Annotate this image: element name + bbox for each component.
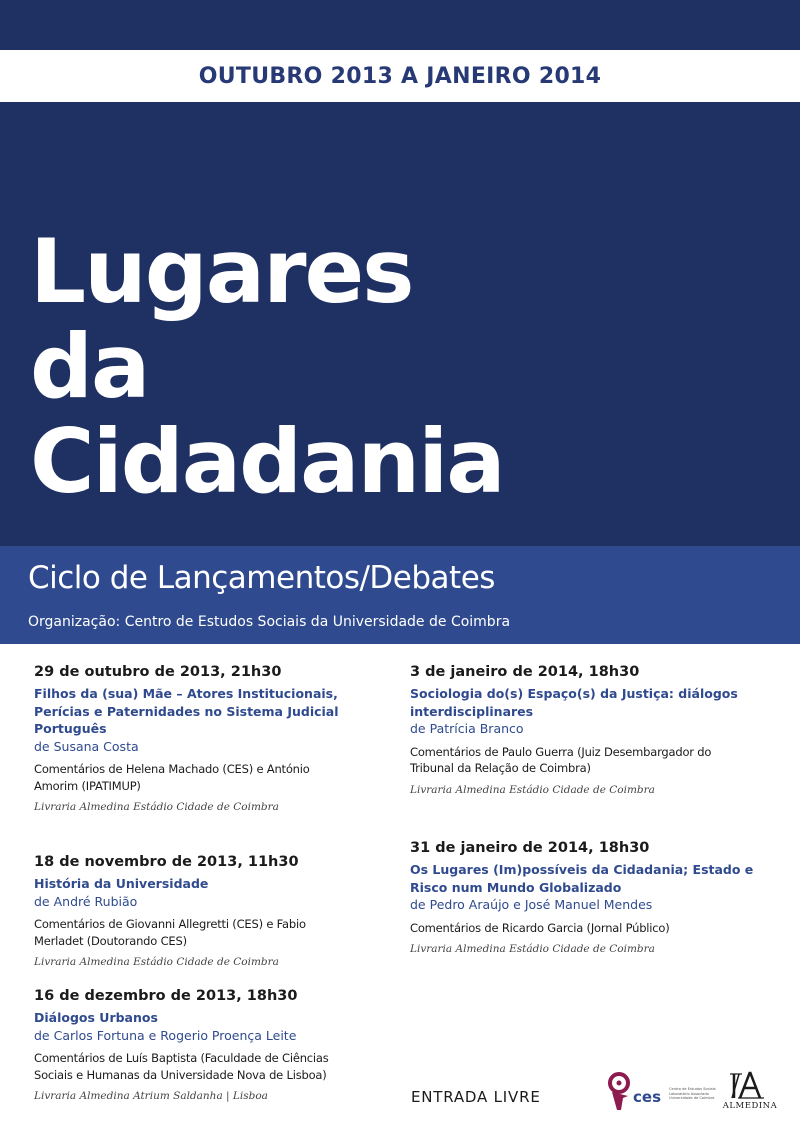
event-comments-line: Amorim (IPATIMUP) <box>34 778 141 793</box>
almedina-logo <box>720 1070 780 1114</box>
event-author: de Susana Costa <box>34 738 139 754</box>
poster-title-line-2: da <box>30 315 149 418</box>
event-comments <box>410 920 780 936</box>
date-strip <box>0 50 800 102</box>
event-comments-line: Comentários de Helena Machado (CES) e António <box>34 762 310 777</box>
event-author: de Carlos Fortuna e Rogerio Proença Leite <box>34 1027 297 1043</box>
event-title-line: Risco num Mundo Globalizado <box>410 879 622 895</box>
event-comments <box>34 1050 364 1083</box>
ces-logo-caption-line: Laboratório Associado <box>669 1091 709 1096</box>
free-entry-label: ENTRADA LIVRE <box>411 1088 541 1106</box>
event-venue-separator: | <box>222 1090 233 1103</box>
event-date: 18 de novembro de 2013, 11h30 <box>34 854 299 870</box>
event-title-line: Português <box>34 721 107 737</box>
event-author: de André Rubião <box>34 893 138 909</box>
event-venue: Livraria Almedina Estádio Cidade de Coimbra <box>34 956 279 969</box>
event-title-line: Filhos da (sua) Mãe – Atores Institucionais, <box>34 686 338 702</box>
event-comments-line: Comentários de Giovanni Allegretti (CES) e Fabio <box>34 917 306 932</box>
ces-logo <box>607 1072 717 1112</box>
poster-title-line-3: Cidadania <box>30 410 504 513</box>
event-comments <box>34 761 364 794</box>
event-title-line: interdisciplinares <box>410 703 534 719</box>
event-venue <box>34 1090 364 1104</box>
event-venue-name: Livraria Almedina Atrium Saldanha <box>34 1090 223 1103</box>
event-title-line: História da Universidade <box>34 876 209 892</box>
event-title-line: Diálogos Urbanos <box>34 1010 158 1026</box>
event-author: de Patrícia Branco <box>410 721 524 737</box>
ces-logo-caption-line: Universidade de Coimbra <box>669 1096 715 1101</box>
event-comments-line: Sociais e Humanas da Universidade Nova de Lisboa) <box>34 1067 327 1082</box>
event-venue-city: Lisboa <box>232 1090 268 1103</box>
event-title-line: Perícias e Paternidades no Sistema Judicial <box>34 703 339 719</box>
event-comments-line: Merladet (Doutorando CES) <box>34 933 187 948</box>
organization-line: Organização: Centro de Estudos Sociais da Universidade de Coimbra <box>28 614 511 630</box>
event-date: 29 de outubro de 2013, 21h30 <box>34 664 282 680</box>
top-color-band <box>0 0 800 50</box>
event-comments <box>34 916 364 949</box>
event-comments-line: Tribunal da Relação de Coimbra) <box>410 761 591 776</box>
ces-logo-text: ces <box>633 1088 661 1106</box>
event-venue: Livraria Almedina Estádio Cidade de Coimbra <box>410 783 655 796</box>
event-comments-line: Comentários de Ricardo Garcia (Jornal Público) <box>410 920 670 935</box>
date-range: OUTUBRO 2013 A JANEIRO 2014 <box>198 63 602 89</box>
event-date: 16 de dezembro de 2013, 18h30 <box>34 988 298 1004</box>
event-item <box>410 840 780 957</box>
poster-title-line-1: Lugares <box>30 220 413 323</box>
event-item <box>34 988 364 1118</box>
event-date: 31 de janeiro de 2014, 18h30 <box>410 840 650 856</box>
event-date: 3 de janeiro de 2014, 18h30 <box>410 664 640 680</box>
almedina-logo-text: ALMEDINA <box>722 1101 778 1111</box>
event-item <box>34 854 364 988</box>
event-item <box>34 664 364 834</box>
event-title-line: Sociologia do(s) Espaço(s) da Justiça: diálogos <box>410 686 738 702</box>
series-band <box>0 546 800 644</box>
event-venue: Livraria Almedina Estádio Cidade de Coimbra <box>34 801 279 814</box>
event-comments <box>410 744 780 777</box>
events-left-column <box>34 664 364 1118</box>
ces-logo-caption-line: Centro de Estudos Sociais <box>669 1087 716 1091</box>
hero-panel <box>0 102 800 546</box>
series-title: Ciclo de Lançamentos/Debates <box>28 560 495 596</box>
event-comments-line: Comentários de Paulo Guerra (Juiz Desembargador do <box>410 744 712 759</box>
ces-person-mark-icon <box>607 1072 633 1112</box>
event-comments-line: Comentários de Luís Baptista (Faculdade de Ciências <box>34 1051 329 1066</box>
event-item <box>410 664 780 840</box>
almedina-monogram-icon <box>720 1070 780 1100</box>
event-author: de Pedro Araújo e José Manuel Mendes <box>410 897 653 913</box>
event-venue: Livraria Almedina Estádio Cidade de Coimbra <box>410 943 655 956</box>
events-right-column <box>410 664 780 957</box>
ces-logo-caption <box>669 1087 721 1101</box>
event-title-line: Os Lugares (Im)possíveis da Cidadania; Estado e <box>410 862 754 878</box>
